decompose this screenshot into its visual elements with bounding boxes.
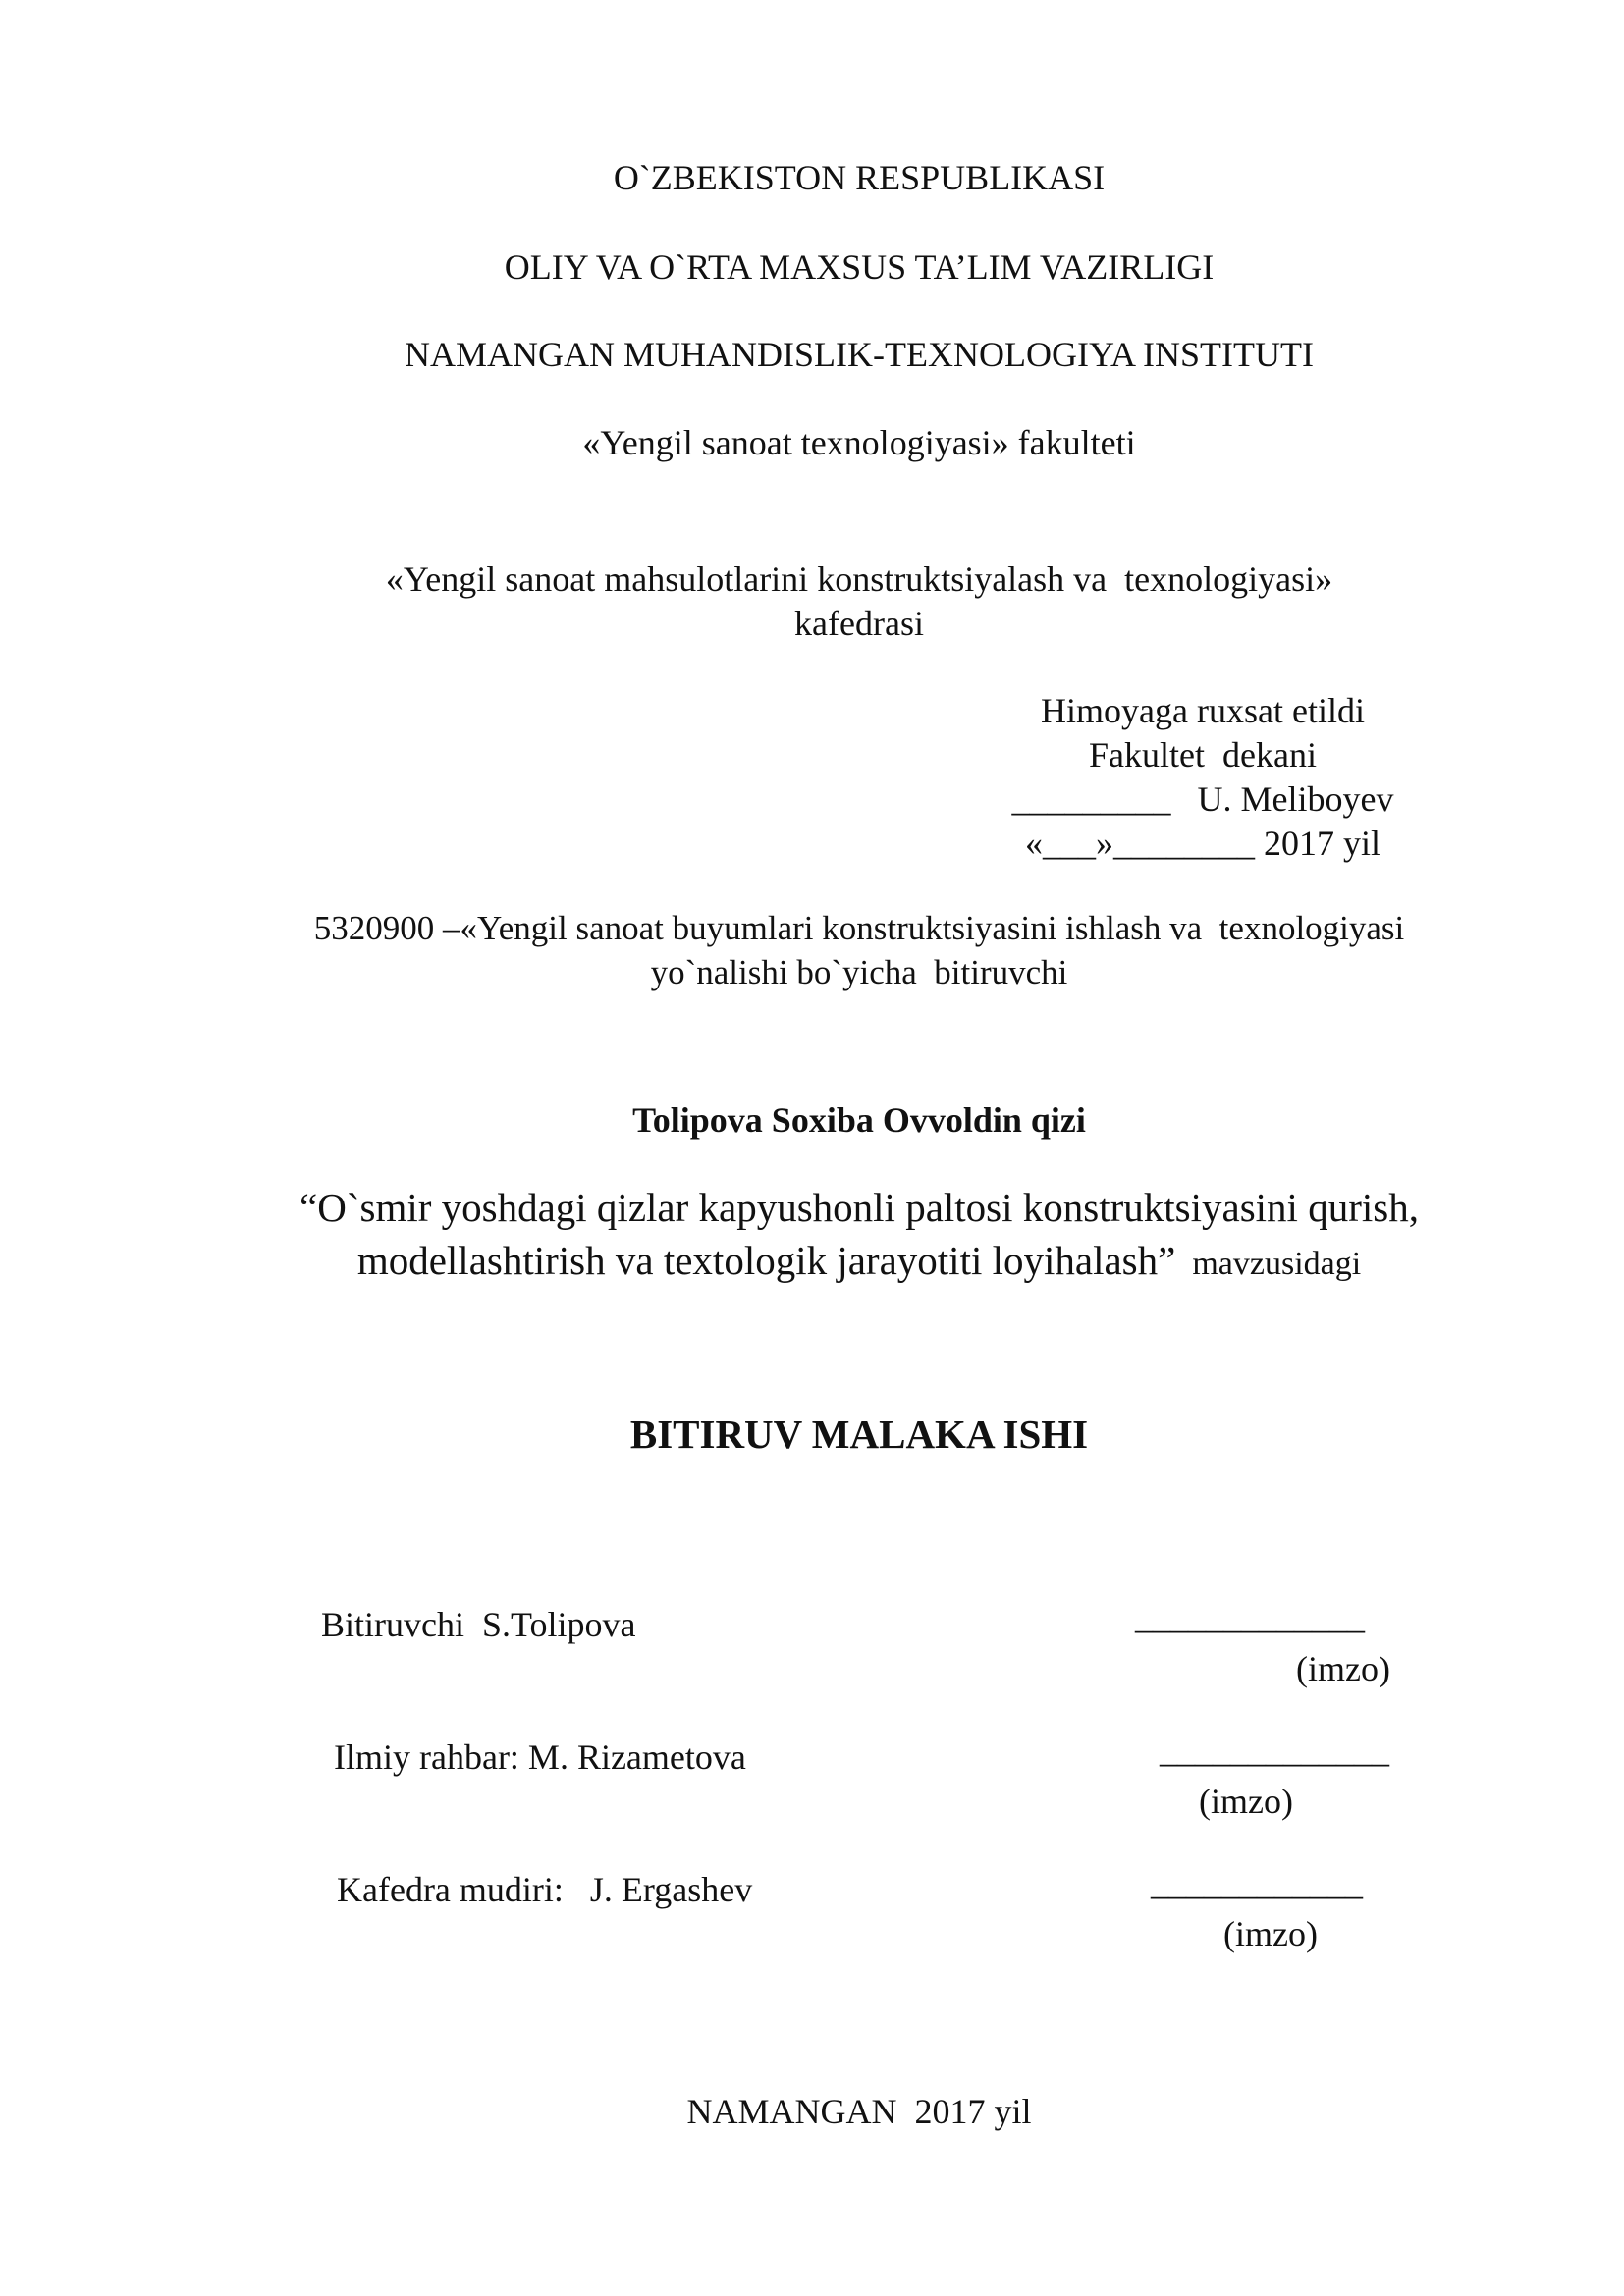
direction-line-1: 5320900 –«Yengil sanoat buyumlari konstruktsiyasini ishlash va texnologiyasi [313,909,1405,947]
department-line-1: «Yengil sanoat mahsulotlarini konstruktsiyalash va texnologiyasi» [385,560,1333,599]
head-signature-line: ____________ [1151,1863,1363,1902]
work-title: BITIRUV MALAKA ISHI [629,1412,1089,1457]
supervisor-signature-label: Ilmiy rahbar: M. Rizametova [334,1737,746,1777]
approval-line-2: Fakultet dekani [1089,735,1317,774]
graduate-signature-note: (imzo) [1296,1649,1390,1688]
faculty-title: «Yengil sanoat texnologiyasi» fakulteti [582,423,1136,462]
supervisor-signature-note: (imzo) [1199,1782,1293,1821]
approval-block [962,693,1443,870]
approval-line-4: «___»________ 2017 yil [1024,824,1380,863]
approval-line-1: Himoyaga ruxsat etildi [1041,691,1365,730]
topic-line-1: “O`smir yoshdagi qizlar kapyushonli paltosi konstruktsiyasini qurish, [299,1185,1419,1230]
approval-line-3: _________ U. Meliboyev [1011,779,1394,819]
head-signature-label: Kafedra mudiri: J. Ergashev [337,1870,753,1909]
department-line-2: kafedrasi [794,604,924,643]
topic-line-2-suffix: mavzusidagi [1175,1246,1362,1282]
student-name: Tolipova Soxiba Ovvoldin qizi [632,1100,1086,1140]
institute-title: NAMANGAN MUHANDISLIK-TEXNOLOGIYA INSTITUTI [405,335,1314,374]
direction-line-2: yo`nalishi bo`yicha bitiruvchi [650,953,1068,991]
graduate-signature-line: _____________ [1135,1597,1365,1636]
republic-title: O`ZBEKISTON RESPUBLIKASI [613,158,1106,197]
head-signature-note: (imzo) [1223,1914,1318,1953]
ministry-title: OLIY VA O`RTA MAXSUS TA’LIM VAZIRLIGI [504,247,1215,287]
supervisor-signature-line: _____________ [1160,1731,1389,1770]
topic-line-2 [0,1238,1624,1283]
footer-city-year: NAMANGAN 2017 yil [686,2092,1032,2131]
topic-line-2-main: modellashtirish va textologik jarayotiti loyihalash” [356,1238,1176,1283]
graduate-signature-label: Bitiruvchi S.Tolipova [321,1605,636,1644]
